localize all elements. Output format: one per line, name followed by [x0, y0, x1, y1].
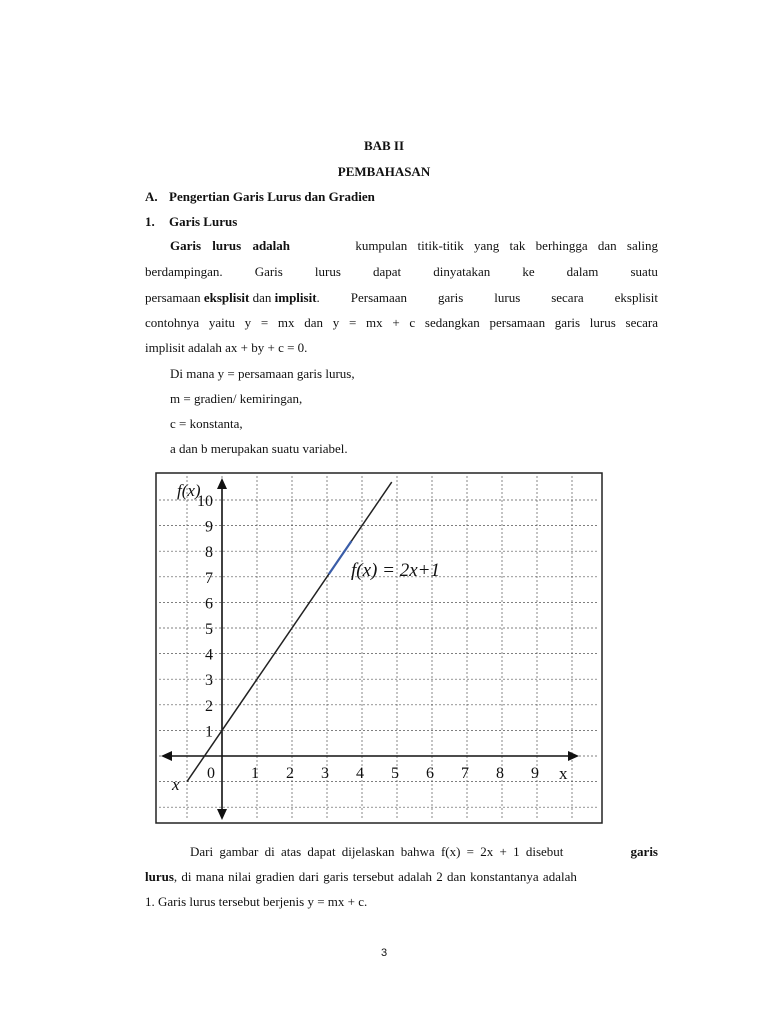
- x-tick-label: 7: [461, 765, 469, 782]
- word: dapat: [372, 264, 402, 279]
- paragraph2-line3: 1. Garis lurus tersebut berjenis y = mx + c.: [145, 894, 368, 909]
- paragraph2-line1-text: Dari gambar di atas dapat dijelaskan bahwa f(x) = 2x + 1 disebut: [190, 844, 564, 859]
- paragraph1-line2: [145, 264, 658, 280]
- y-tick-label: 3: [205, 672, 213, 690]
- x-tick-label: 1: [251, 765, 259, 782]
- word: dan: [252, 290, 272, 305]
- x-tick-label: 3: [321, 765, 329, 782]
- y-tick-label: 2: [205, 697, 213, 715]
- function-annotation: f(x) = 2x+1: [351, 560, 440, 581]
- word: dinyatakan: [433, 264, 491, 279]
- section-title: Pengertian Garis Lurus dan Gradien: [169, 189, 375, 204]
- word: suatu: [630, 264, 658, 279]
- x-tick-label: 2: [286, 765, 294, 782]
- page-number: 3: [380, 947, 388, 959]
- y-tick-label: 10: [197, 493, 213, 510]
- word: Garis: [254, 264, 283, 279]
- word: garis: [438, 290, 464, 305]
- x-tick-label: 9: [531, 765, 539, 782]
- word: dalam: [566, 264, 599, 279]
- section-heading: [145, 189, 375, 205]
- word: ke: [522, 264, 535, 279]
- paragraph1-line4: contohnya yaitu y = mx dan y = mx + c sedangkan persamaan garis lurus secara: [145, 315, 658, 330]
- term-eksplisit: eksplisit: [203, 290, 250, 305]
- linear-function-graph: [155, 472, 603, 824]
- negative-x-axis-label: x: [172, 775, 180, 794]
- y-tick-label: 1: [205, 723, 213, 741]
- section-label: A.: [145, 189, 158, 204]
- subsection-title: Garis Lurus: [169, 214, 238, 229]
- definition-c: c = konstanta,: [170, 416, 243, 431]
- paragraph2-line2: [145, 869, 577, 885]
- y-tick-label: 6: [205, 595, 213, 613]
- paragraph1-line1: [170, 238, 658, 254]
- term-lurus: lurus: [145, 869, 174, 884]
- paragraph1-line1-rest: kumpulan titik-titik yang tak berhingga dan saling: [355, 238, 658, 253]
- paragraph1-line5: implisit adalah ax + by + c = 0.: [145, 340, 308, 355]
- paragraph1-line3: [145, 290, 658, 306]
- word: eksplisit: [614, 290, 658, 305]
- word: berdampingan.: [145, 264, 223, 279]
- word: lurus: [314, 264, 341, 279]
- subsection-heading: [145, 214, 238, 230]
- paragraph2-line1: [190, 844, 658, 860]
- word: secara: [551, 290, 584, 305]
- term-garis-lurus: Garis lurus adalah: [170, 238, 291, 253]
- chapter-title: BAB II: [363, 138, 405, 153]
- term-implisit: implisit: [274, 290, 317, 305]
- subsection-label: 1.: [145, 214, 155, 229]
- chapter-subtitle: PEMBAHASAN: [337, 164, 431, 179]
- definition-ab: a dan b merupakan suatu variabel.: [170, 441, 348, 456]
- paragraph2-line2-text: , di mana nilai gradien dari garis tersebut adalah 2 dan konstantanya adalah: [173, 869, 577, 884]
- x-tick-label: 5: [391, 765, 399, 782]
- y-tick-label: 9: [205, 518, 213, 536]
- y-tick-label: 7: [205, 569, 213, 587]
- word: Persamaan: [350, 290, 408, 305]
- definition-m: m = gradien/ kemiringan,: [170, 391, 303, 406]
- word: persamaan: [145, 290, 201, 305]
- x-tick-label: 0: [207, 765, 215, 782]
- y-tick-label: 4: [205, 646, 213, 664]
- x-tick-label: 8: [496, 765, 504, 782]
- word: .: [316, 290, 320, 305]
- y-tick-label: 8: [205, 544, 213, 562]
- term-garis: garis: [630, 844, 658, 859]
- x-axis-label: x: [559, 764, 568, 783]
- word: lurus: [494, 290, 521, 305]
- eksplisit-implisit-phrase: [145, 290, 320, 306]
- y-axis-label: f(x): [177, 481, 201, 500]
- y-tick-label: 5: [205, 621, 213, 638]
- definition-y: Di mana y = persamaan garis lurus,: [170, 366, 355, 381]
- x-tick-label: 6: [426, 765, 434, 782]
- x-tick-label: 4: [356, 765, 364, 782]
